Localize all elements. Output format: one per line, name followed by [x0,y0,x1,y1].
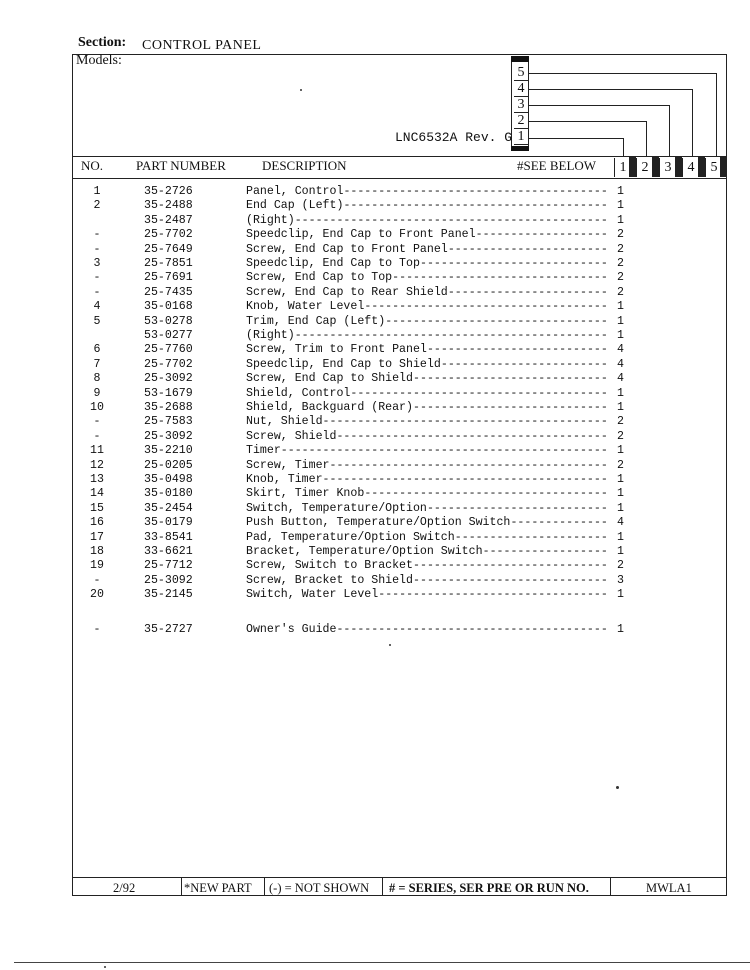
quantity: 1 [617,199,624,213]
leader-dashes: ---------------------------- [413,401,608,414]
item-number: 1 [93,185,101,198]
quantity: 1 [617,588,624,602]
quantity: 2 [617,429,624,443]
column-marker [629,157,636,177]
leader-dashes: ----------------------------------- [364,487,608,501]
item-number: - [93,415,101,429]
part-description: Trim, End Cap (Left) [246,314,386,328]
quantity: 4 [617,343,624,357]
item-number: 5 [93,314,101,328]
quantity: 2 [617,228,624,242]
item-number: 14 [90,487,104,501]
item-number: 13 [90,473,104,486]
leader-dashes: --------------------------------------- [336,429,608,443]
part-number: 35-2454 [144,501,193,515]
header-part-number: PART NUMBER [136,158,226,173]
section-title: CONTROL PANEL [142,38,262,53]
scan-speck [104,966,106,968]
quantity: 1 [617,314,624,328]
leader-line [529,121,647,122]
part-description: (Right) [246,329,295,342]
leader-dashes: ----------------------- [447,285,608,299]
parts-row [0,300,750,314]
part-number: 33-8541 [144,530,193,544]
parts-row [0,531,750,545]
part-description: Push Button, Temperature/Option Switch [246,516,511,530]
quantity: 3 [617,573,624,587]
quantity: 1 [617,545,624,558]
part-number: 25-7760 [144,343,193,357]
item-number: 9 [93,386,101,400]
part-number: 35-2688 [144,401,193,414]
quantity: 1 [617,401,624,414]
parts-row [0,487,750,501]
part-number: 35-0498 [144,473,193,486]
leader-dashes: -------------------------------------- [343,199,608,213]
leader-dashes: ---------------------------- [413,559,608,573]
series-number: 4 [514,82,528,97]
part-description: Screw, Bracket to Shield [246,573,413,587]
leader-line [623,138,624,157]
part-number: 35-0168 [144,300,193,314]
section-label: Section: [78,35,127,50]
item-number: 7 [93,357,101,371]
part-number: 25-0205 [144,458,193,472]
quantity: 4 [617,372,624,386]
part-number: 53-0277 [144,329,193,342]
series-number: 1 [514,130,528,145]
part-number: 35-2727 [144,622,193,636]
column-marker [698,157,705,177]
part-number: 53-1679 [144,386,193,400]
leader-line [529,89,693,90]
header-description: DESCRIPTION [262,158,347,173]
part-description: Speedclip, End Cap to Front Panel [246,228,476,242]
item-number: 20 [90,588,104,602]
item-number: - [93,271,101,285]
column-marker [652,157,659,177]
part-description: (Right) [246,213,295,227]
part-description: Screw, Timer [246,458,330,472]
item-number: - [93,622,101,636]
item-number: 2 [93,199,101,213]
leader-line [529,138,624,139]
part-number: 25-7712 [144,559,193,573]
quantity: 1 [617,487,624,501]
part-number: 25-7435 [144,285,193,299]
part-description: Screw, Switch to Bracket [246,559,413,573]
part-number: 35-2487 [144,213,193,227]
part-description: Skirt, Timer Knob [246,487,365,501]
models-label: Models: [76,53,122,68]
scan-speck [616,786,619,789]
leader-dashes: ---------------------------------------- [329,458,608,472]
parts-row [0,315,750,329]
leader-line [716,73,717,157]
part-description: Switch, Temperature/Option [246,501,427,515]
leader-dashes: --------------------------------------------- [294,329,608,342]
footer-divider [382,877,383,896]
part-description: Knob, Timer [246,473,323,486]
leader-dashes: ------------------ [482,545,608,558]
leader-dashes: ----------------------------------------- [322,415,608,429]
series-column-header: 2 [636,158,653,177]
part-number: 25-3092 [144,573,193,587]
item-number: - [93,242,101,256]
parts-row [0,430,750,444]
parts-row [0,559,750,573]
quantity: 2 [617,242,624,256]
leader-dashes: ------------------------------------- [350,386,608,400]
part-description: Screw, End Cap to Rear Shield [246,285,448,299]
header-see-below: #SEE BELOW [517,158,597,173]
leader-line [646,121,647,157]
quantity: 1 [617,501,624,515]
part-number: 35-2145 [144,588,193,602]
item-number: 12 [90,458,104,472]
leader-dashes: --------------------------------- [378,588,608,602]
leader-dashes: ---------------------- [454,530,608,544]
part-number: 53-0278 [144,314,193,328]
parts-row [0,358,750,372]
parts-row [0,214,750,228]
footer-divider [610,877,611,896]
part-description: End Cap (Left) [246,199,344,213]
footer-new-part: *NEW PART [184,881,252,895]
leader-line [692,89,693,157]
leader-dashes: ----------------------- [447,242,608,256]
leader-dashes: ---------------------------- [413,372,608,386]
parts-row [0,588,750,602]
parts-row [0,545,750,559]
part-description: Timer [246,444,281,458]
quantity: 1 [617,213,624,227]
item-number: - [93,573,101,587]
item-number: 16 [90,516,104,530]
leader-line [669,105,670,157]
part-description: Shield, Backguard (Rear) [246,401,413,414]
parts-row [0,243,750,257]
leader-dashes: --------------------------------------- [336,622,608,636]
part-number: 25-3092 [144,429,193,443]
parts-row [0,459,750,473]
part-description: Screw, End Cap to Shield [246,372,413,386]
quantity: 1 [617,185,624,198]
column-marker [720,157,727,177]
parts-row [0,228,750,242]
quantity: 2 [617,559,624,573]
part-number: 25-7702 [144,228,193,242]
parts-row [0,401,750,415]
leader-dashes: ----------------------------------------- [322,473,608,486]
header-rule [72,178,727,179]
quantity: 2 [617,415,624,429]
leader-dashes: ---------------------------- [413,573,608,587]
series-column-header: 1 [614,158,631,177]
part-number: 35-2488 [144,199,193,213]
item-number: - [93,228,101,242]
leader-dashes: -------------- [510,516,608,530]
part-number: 25-7649 [144,242,193,256]
series-number: 5 [514,66,528,81]
parts-row [0,329,750,343]
leader-line [529,105,670,106]
quantity: 1 [617,300,624,314]
part-number: 33-6621 [144,545,193,558]
parts-row [0,574,750,588]
footer-code: MWLA1 [646,881,692,895]
item-number: - [93,429,101,443]
footer-date: 2/92 [113,881,136,895]
item-number: 8 [93,372,101,386]
column-marker [675,157,682,177]
quantity: 1 [617,386,624,400]
quantity: 2 [617,285,624,299]
part-description: Screw, Shield [246,429,337,443]
leader-dashes: -------------------------- [426,343,608,357]
part-description: Screw, Trim to Front Panel [246,343,427,357]
part-number: 35-0180 [144,487,193,501]
part-description: Speedclip, End Cap to Shield [246,357,441,371]
item-number: 6 [93,343,101,357]
leader-dashes: ----------------------------------- [364,300,608,314]
footer-divider [181,877,182,896]
series-column-header: 5 [705,158,722,177]
leader-dashes: -------------------------------- [385,314,608,328]
quantity: 1 [617,473,624,486]
part-number: 35-0179 [144,516,193,530]
scan-speck [389,644,391,646]
part-number: 25-7583 [144,415,193,429]
part-description: Knob, Water Level [246,300,365,314]
item-number: 3 [93,257,101,270]
part-number: 25-7851 [144,257,193,270]
header-no: NO. [81,158,104,173]
leader-dashes: ----------------------------------------------- [280,444,608,458]
part-number: 35-2726 [144,185,193,198]
parts-row [0,271,750,285]
parts-row [0,516,750,530]
leader-dashes: ------------------- [475,228,608,242]
scan-speck [300,89,302,91]
part-number: 25-7702 [144,357,193,371]
parts-row [0,343,750,357]
leader-dashes: ------------------------ [440,357,608,371]
leader-dashes: -------------------------------------- [343,185,608,198]
part-description: Screw, End Cap to Top [246,271,393,285]
part-description: Screw, End Cap to Front Panel [246,242,448,256]
quantity: 2 [617,257,624,270]
footer-not-shown: (-) = NOT SHOWN [269,881,370,895]
parts-row [0,623,750,637]
quantity: 2 [617,458,624,472]
footer-series-note: # = SERIES, SER PRE OR RUN NO. [389,881,589,895]
revision-code: LNC6532A Rev. G [395,130,513,145]
quantity: 1 [617,622,624,636]
quantity: 1 [617,444,624,458]
part-description: Pad, Temperature/Option Switch [246,530,455,544]
part-description: Panel, Control [246,185,344,198]
parts-row [0,502,750,516]
page-bottom-rule [14,962,750,963]
leader-dashes: --------------------------------------------- [294,213,608,227]
series-number: 3 [514,98,528,113]
part-number: 25-3092 [144,372,193,386]
item-number: 11 [90,444,104,458]
quantity: 1 [617,329,624,342]
series-marker [511,56,529,62]
parts-row [0,372,750,386]
quantity: 2 [617,271,624,285]
parts-row [0,199,750,213]
part-description: Speedclip, End Cap to Top [246,257,420,270]
parts-row [0,286,750,300]
item-number: 4 [93,300,101,314]
part-number: 35-2210 [144,444,193,458]
part-description: Shield, Control [246,386,351,400]
quantity: 4 [617,516,624,530]
series-column-header: 4 [682,158,699,177]
item-number: 18 [90,545,104,558]
quantity: 4 [617,357,624,371]
part-description: Bracket, Temperature/Option Switch [246,545,483,558]
series-marker [511,146,529,151]
quantity: 1 [617,530,624,544]
leader-dashes: --------------------------- [420,257,608,270]
part-description: Switch, Water Level [246,588,379,602]
item-number: 19 [90,559,104,573]
leader-line [529,73,717,74]
footer-divider [264,877,265,896]
parts-row [0,257,750,271]
parts-row [0,473,750,487]
part-number: 25-7691 [144,271,193,285]
item-number: 10 [90,401,104,414]
footer-rule [72,877,727,878]
parts-row [0,185,750,199]
parts-row [0,415,750,429]
series-column-header: 3 [659,158,676,177]
item-number: 15 [90,501,104,515]
series-number: 2 [514,114,528,129]
leader-dashes: ------------------------------- [392,271,608,285]
parts-row [0,444,750,458]
part-description: Nut, Shield [246,415,323,429]
leader-dashes: -------------------------- [426,501,608,515]
parts-row [0,387,750,401]
part-description: Owner's Guide [246,622,337,636]
item-number: 17 [90,530,104,544]
item-number: - [93,285,101,299]
